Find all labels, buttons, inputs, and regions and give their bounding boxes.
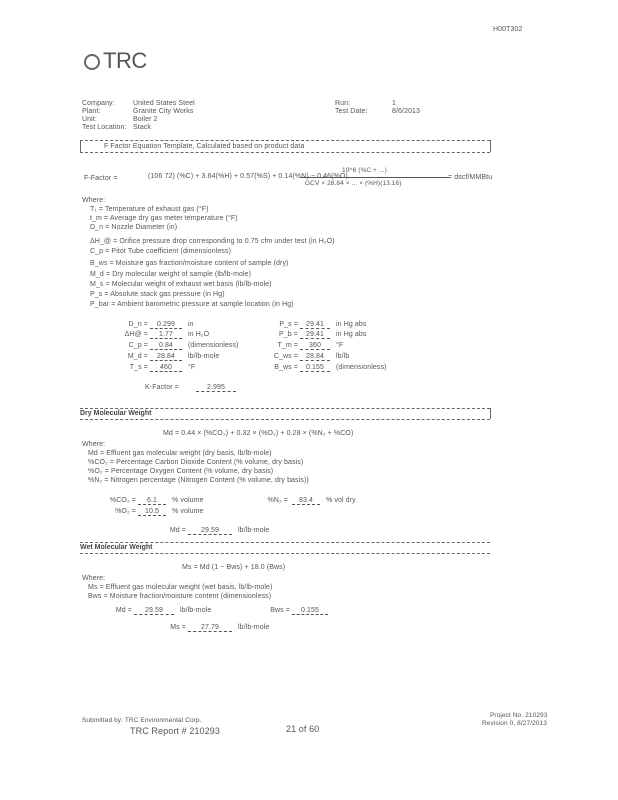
md-value: 29.59 [134, 607, 174, 615]
document-id: H00T302 [493, 26, 523, 33]
value-unit: °F [336, 342, 344, 349]
value-field: 1.77 [150, 331, 182, 339]
f-factor-formula-numerator: 10^6 (%C + ...) [342, 167, 387, 174]
dry-mw-where: Where: [82, 441, 106, 448]
run-value: 1 [392, 100, 396, 107]
md-result-value: 29.59 [188, 527, 232, 535]
f-def-10: P_bar = Ambient barometric pressure at sample location (in Hg) [90, 301, 294, 308]
f-def-5: C_p = Pitot Tube coefficient (dimensionless) [90, 248, 232, 255]
value-label: M_d = [127, 353, 148, 360]
ms-result-unit: lb/lb-mole [238, 624, 270, 631]
footer-left-top: Submitted by: TRC Environmental Corp. [82, 717, 202, 724]
value-label: C_p = [128, 342, 148, 349]
value-label: C_ws = [273, 353, 298, 360]
value-label: T_s = [129, 364, 148, 371]
value-field: 29.41 [300, 331, 330, 339]
ms-result-label: Ms = [170, 624, 186, 631]
value-unit: in H₂O [188, 331, 210, 338]
f-def-9: P_s = Absolute stack gas pressure (in Hg) [90, 291, 225, 298]
o2-unit: % volume [172, 508, 204, 515]
f-def-1: T₁ = Temperature of exhaust gas (°F) [90, 206, 209, 213]
value-label: B_ws = [274, 364, 298, 371]
f-factor-formula-left: (106 72) (%C) + 3.64(%H) + 0.57(%S) + 0.14(%N) − 0.46(%O) [148, 173, 348, 180]
value-label: ΔH@ = [124, 331, 148, 338]
value-unit: lb/lb [336, 353, 350, 360]
f-factor-where: Where: [82, 197, 106, 204]
k-factor-value: 2.995 [196, 384, 236, 392]
f-def-4: ΔH_@ = Orifice pressure drop corresponding to 0.75 cfm under test (in H₂O) [90, 238, 335, 245]
value-field: 28.84 [150, 353, 182, 361]
md-result-label: Md = [169, 527, 186, 534]
value-field: 360 [300, 342, 330, 350]
md-result-unit: lb/lb-mole [238, 527, 270, 534]
dry-def-1: Md = Effluent gas molecular weight (dry basis, lb/lb-mole) [88, 450, 272, 457]
date-value: 8/6/2013 [392, 108, 421, 115]
f-factor-formula-denominator: GCV × 28.84 × ... × (%H)(13.16) [305, 180, 402, 187]
value-unit: °F [188, 364, 196, 371]
value-unit: (dimensionless) [336, 364, 387, 371]
o2-value: 10.5 [138, 508, 166, 516]
footer-right-bottom: Revision 0, 8/27/2013 [482, 720, 547, 727]
value-field: 0.155 [300, 364, 330, 372]
unit-value: Boiler 2 [133, 116, 158, 123]
f-def-8: M_s = Molecular weight of exhaust wet basis (lb/lb-mole) [90, 281, 272, 288]
f-factor-units: = dscf/MMBtu [448, 174, 493, 181]
dry-def-3: %O₂ = Percentage Oxygen Content (% volume, dry basis) [88, 468, 274, 475]
n2-value: 83.4 [292, 497, 320, 505]
wet-def-2: Bws = Moisture fraction/moisture content (dimensionless) [88, 593, 272, 600]
value-field: 460 [150, 364, 182, 372]
value-label: T_m = [277, 342, 298, 349]
k-factor-label: K-Factor = [145, 384, 179, 391]
f-factor-lhs: F-Factor = [84, 175, 118, 182]
md-label: Md = [115, 607, 132, 614]
dry-def-2: %CO₂ = Percentage Carbon Dioxide Content (% volume, dry basis) [88, 459, 304, 466]
dry-mw-title: Dry Molecular Weight [80, 410, 152, 417]
f-def-7: M_d = Dry molecular weight of sample (lb/lb-mole) [90, 271, 252, 278]
wet-mw-title: Wet Molecular Weight [80, 544, 153, 551]
value-field: 0.299 [150, 321, 182, 329]
value-unit: in Hg abs [336, 331, 367, 338]
run-label: Run: [335, 100, 351, 107]
footer-right-top: Project No. 210293 [490, 712, 548, 719]
co2-value: 6.1 [138, 497, 166, 505]
ms-result-value: 27.79 [188, 624, 232, 632]
n2-unit: % vol dry [326, 497, 356, 504]
logo-text: TRC [103, 48, 147, 73]
date-label: Test Date: [335, 108, 368, 115]
n2-label: %N₂ = [267, 497, 288, 504]
footer-left-bottom: TRC Report # 210293 [130, 726, 220, 736]
plant-label: Plant: [82, 108, 101, 115]
page-number: 21 of 60 [286, 724, 320, 734]
location-label: Test Location: [82, 124, 127, 131]
dry-def-4: %N₂ = Nitrogen percentage (Nitrogen Content (% volume, dry basis)) [88, 477, 309, 484]
bws-label: Bws = [270, 607, 290, 614]
location-value: Stack [133, 124, 152, 131]
value-unit: in Hg abs [336, 321, 367, 328]
unit-label: Unit: [82, 116, 97, 123]
bws-value: 0.155 [292, 607, 328, 615]
value-label: P_s = [279, 321, 298, 328]
f-def-3: D_n = Nozzle Diameter (in) [90, 224, 178, 231]
f-def-6: B_ws = Moisture gas fraction/moisture content of sample (dry) [90, 260, 289, 267]
value-label: D_n = [128, 321, 148, 328]
co2-unit: % volume [172, 497, 204, 504]
wet-mw-where: Where: [82, 575, 106, 582]
o2-label: %O₂ = [115, 508, 136, 515]
value-field: 29.41 [300, 321, 330, 329]
f-def-2: t_m = Average dry gas meter temperature (°F) [90, 215, 238, 222]
wet-mw-equation: Ms = Md (1 − Bws) + 18.0 (Bws) [182, 564, 286, 571]
logo-circle-icon [84, 54, 100, 70]
value-label: P_b = [279, 331, 298, 338]
dry-mw-equation: Md = 0.44 × (%CO₂) + 0.32 × (%O₂) + 0.28 × (%N₂ + %CO) [163, 430, 354, 437]
f-factor-title: F Factor Equation Template, Calculated based on product data [104, 143, 305, 150]
company-label: Company: [82, 100, 115, 107]
wet-def-1: Ms = Effluent gas molecular weight (wet basis, lb/lb-mole) [88, 584, 273, 591]
co2-label: %CO₂ = [109, 497, 136, 504]
value-unit: in [188, 321, 194, 328]
value-unit: lb/lb-mole [188, 353, 220, 360]
value-field: 0.84 [150, 342, 182, 350]
company-value: United States Steel [133, 100, 195, 107]
value-unit: (dimensionless) [188, 342, 239, 349]
plant-value: Granite City Works [133, 108, 194, 115]
md-unit: lb/lb-mole [180, 607, 212, 614]
value-field: 28.84 [300, 353, 330, 361]
